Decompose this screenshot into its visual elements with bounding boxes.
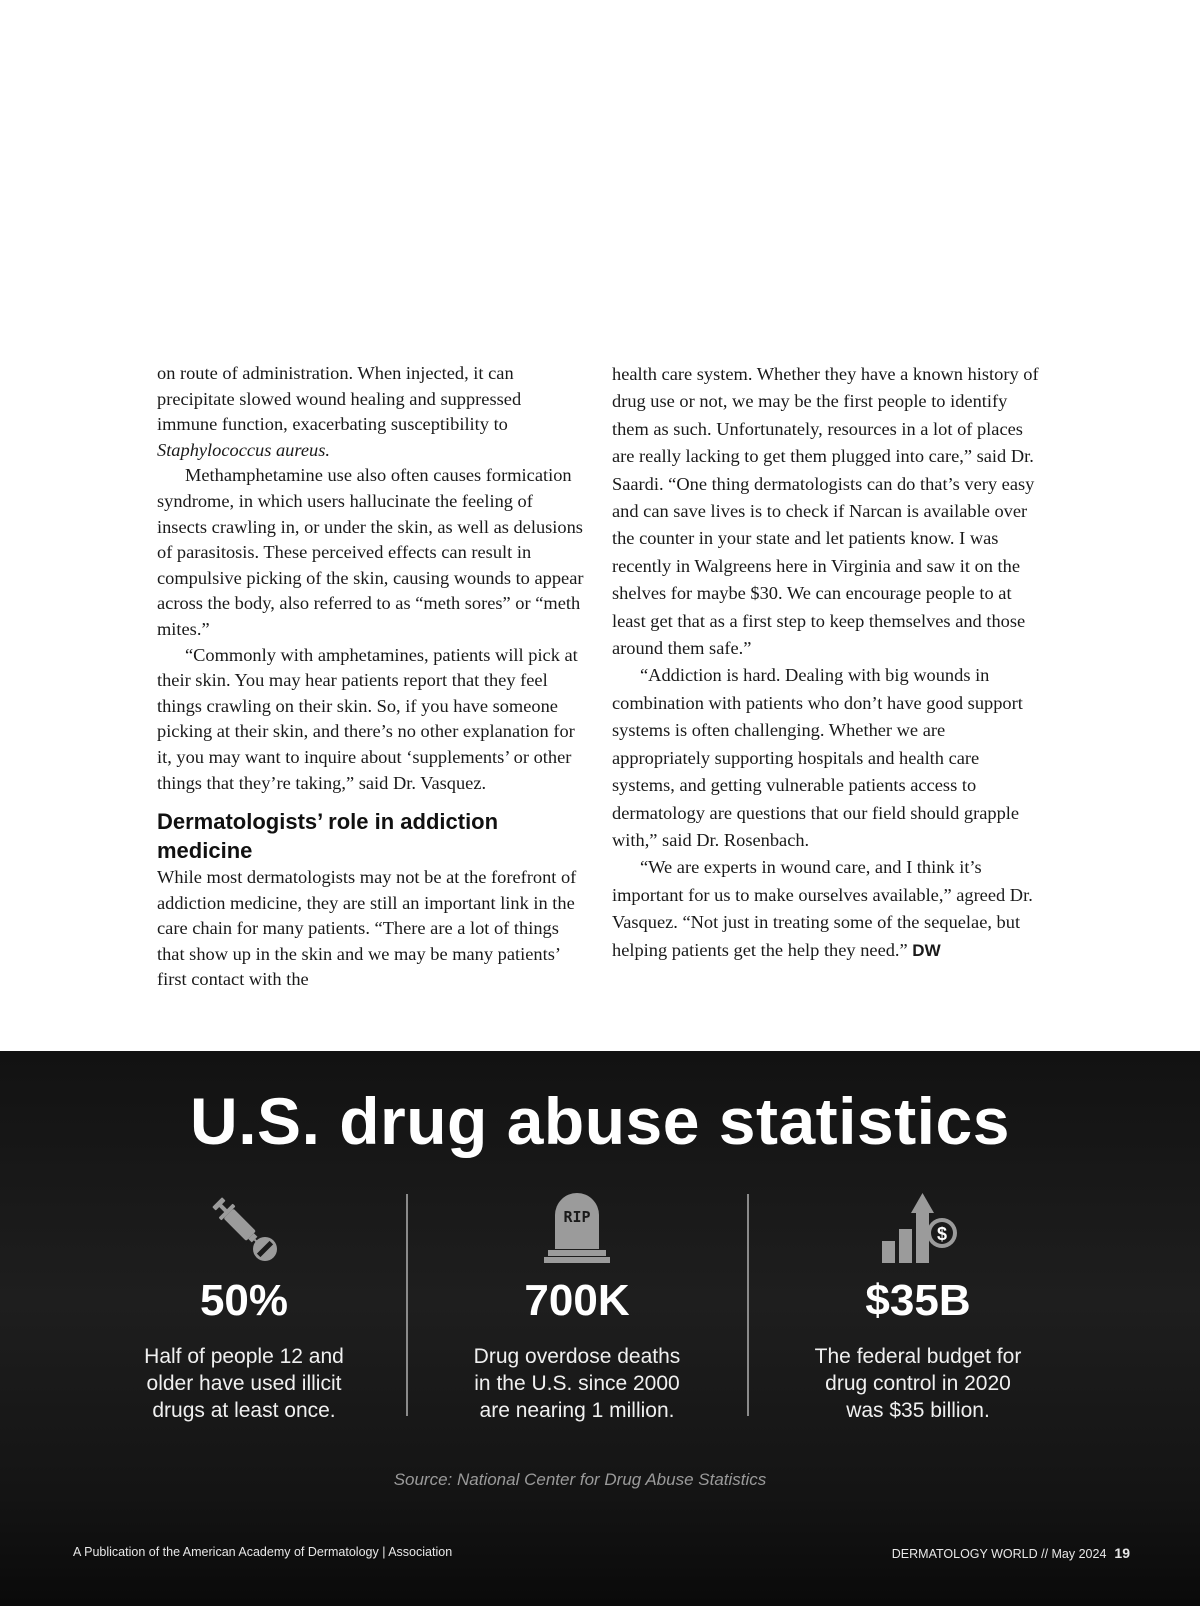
stat-card: [94, 1187, 394, 1424]
stats-source: Source: National Center for Drug Abuse Statistics: [393, 1470, 767, 1489]
paragraph: “Commonly with amphetamines, patients will pick at their skin. You may hear patients report that they feel things crawling on their skin. So, if you have someone picking at their skin, and there’s no other explanation for it, you may want to inquire about ‘supplements’ or other things that they’re taking,” said Dr. Vasquez.: [157, 644, 578, 793]
stat-value: $35B: [865, 1276, 971, 1325]
stats-panel: [0, 1051, 1200, 1606]
divider: [406, 1194, 408, 1416]
end-mark: DW: [912, 940, 941, 960]
paragraph: health care system. Whether they have a known history of drug use or not, we may be the first people to identify them as such. Unfortunately, resources in a lot of places are really lacking to get them plugged into care,” said Dr. Saardi. “One thing dermatologists can do that’s very easy and can save lives is to check if Narcan is available over the counter in your state and let patients know. I was recently in Walgreens here in Virginia and saw it on the shelves for maybe $30. We can encourage people to at least get that as a first step to keep themselves and those around them safe.”: [612, 364, 1039, 659]
paragraph: “We are experts in wound care, and I think it’s important for us to make ourselves available,” agreed Dr. Vasquez. “Not just in treating some of the sequelae, but helping patients get the help they need.” DW: [612, 857, 1033, 960]
svg-text:$: $: [936, 1224, 948, 1244]
stat-card: [427, 1187, 727, 1424]
svg-text:RIP: RIP: [563, 1208, 591, 1226]
stat-description: The federal budget for drug control in 2020 was $35 billion.: [814, 1345, 1022, 1422]
stat-description: Half of people 12 and older have used illicit drugs at least once.: [144, 1345, 344, 1422]
species-name: Staphylococcus aureus.: [157, 439, 330, 460]
paragraph: “Addiction is hard. Dealing with big wounds in combination with patients who don’t have good support systems is often challenging. Whether we are appropriately supporting hospitals and health care systems, and getting vulnerable patients access to dermatology are questions that our field should grapple with,” said Dr. Rosenbach.: [612, 665, 1023, 850]
section-subheading: Dermatologists’ role in addiction medicine: [157, 809, 499, 864]
footer-publication: A Publication of the American Academy of Dermatology | Association: [73, 1545, 453, 1559]
article-column-left: [157, 361, 585, 993]
article-column-right: [612, 361, 1040, 964]
stats-title: U.S. drug abuse statistics: [190, 1084, 1010, 1158]
divider: [747, 1194, 749, 1416]
footer-issue: DERMATOLOGY WORLD // May 2024 19: [891, 1545, 1130, 1561]
page-number: 19: [1114, 1545, 1130, 1561]
paragraph: Methamphetamine use also often causes formication syndrome, in which users hallucinate the feeling of insects crawling in, or under the skin, as well as delusions of parasitosis. These perceived effects can result in compulsive picking of the skin, causing wounds to appear across the body, also referred to as “meth sores” or “meth mites.”: [157, 465, 584, 639]
paragraph: on route of administration. When injected, it can precipitate slowed wound healing and suppressed immune function, exacerbating susceptibility to Staphylococcus aureus.: [157, 363, 522, 460]
stat-value: 50%: [199, 1276, 289, 1325]
syringe-pill-icon: [94, 1187, 394, 1265]
rip-tombstone-icon: [427, 1187, 727, 1265]
stat-description: Drug overdose deaths in the U.S. since 2000 are nearing 1 million.: [473, 1345, 681, 1422]
stat-value: 700K: [524, 1276, 630, 1325]
stat-card: [768, 1187, 1068, 1424]
bar-chart-dollar-icon: [768, 1187, 1068, 1265]
paragraph: While most dermatologists may not be at the forefront of addiction medicine, they are still an important link in the care chain for many patients. “There are a lot of things that show up in the skin and we may be many patients’ first contact with the: [157, 867, 577, 990]
